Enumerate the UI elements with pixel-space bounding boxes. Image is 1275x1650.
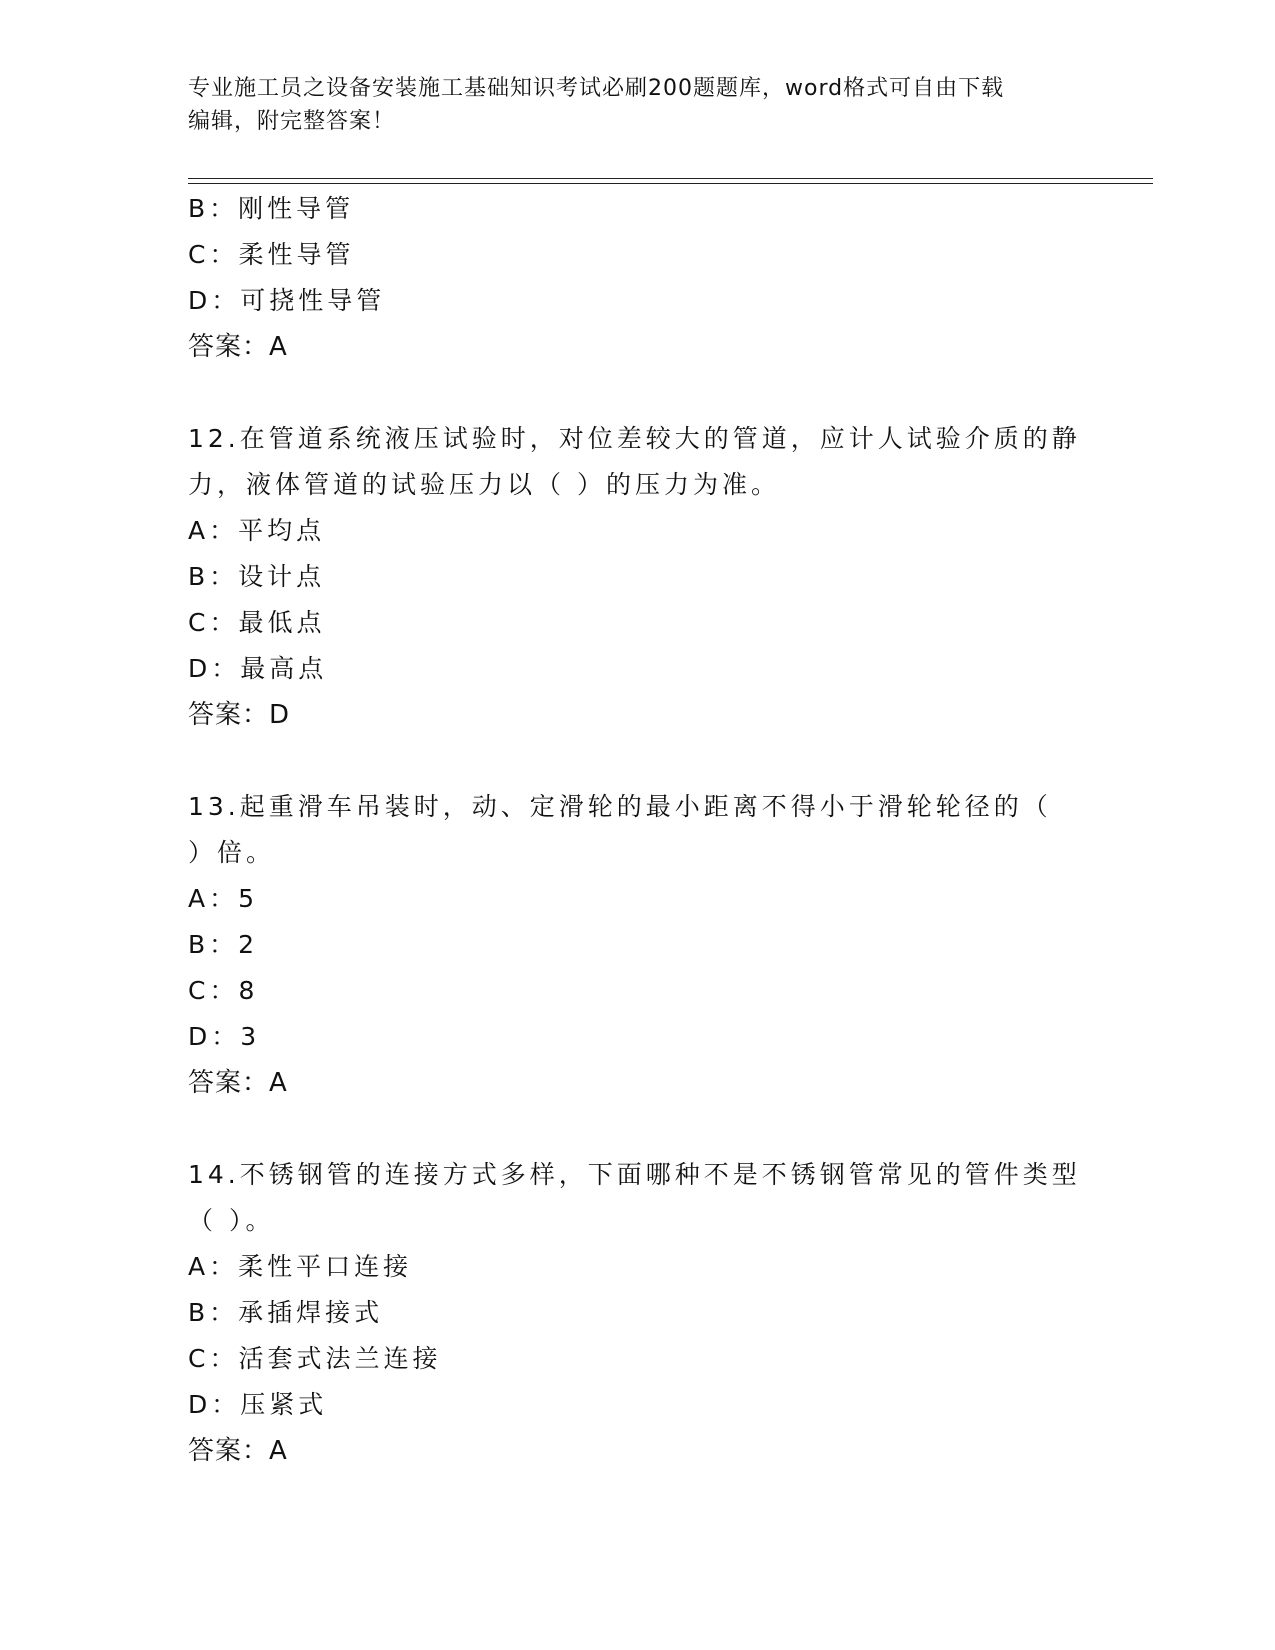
spacer: [188, 738, 1088, 784]
q13-option-d: D：3: [188, 1022, 261, 1051]
q13-answer: 答案：A: [188, 1068, 288, 1098]
q14-stem-line-2: （ ）。: [188, 1206, 275, 1235]
header-divider-top: [188, 178, 1153, 179]
q14-answer: 答案：A: [188, 1436, 288, 1466]
q14-option-a: A：柔性平口连接: [188, 1252, 413, 1281]
q12-answer: 答案：D: [188, 700, 291, 730]
q11-answer: 答案：A: [188, 332, 288, 362]
header-divider-bottom: [188, 183, 1153, 184]
q14-option-b: B：承插焊接式: [188, 1298, 384, 1327]
q13-stem-line-1: 13.起重滑车吊装时，动、定滑轮的最小距离不得小于滑轮轮径的（: [188, 792, 1052, 821]
q12-option-d: D：最高点: [188, 654, 328, 683]
q14-option-c: C：活套式法兰连接: [188, 1344, 442, 1373]
q12-option-b: B：设计点: [188, 562, 326, 591]
q11-option-b: B：刚性导管: [188, 194, 355, 223]
question-11-tail: [188, 186, 1088, 370]
q12-stem-line-1: 12.在管道系统液压试验时，对位差较大的管道，应计人试验介质的静: [188, 424, 1081, 453]
header-line-2: 编辑，附完整答案！: [188, 109, 396, 134]
question-13: [188, 784, 1088, 1106]
q11-option-d: D：可挠性导管: [188, 286, 386, 315]
q14-stem-line-1: 14.不锈钢管的连接方式多样，下面哪种不是不锈钢管常见的管件类型: [188, 1160, 1081, 1189]
q12-stem-line-2: 力，液体管道的试验压力以（ ）的压力为准。: [188, 470, 780, 499]
q12-option-a: A：平均点: [188, 516, 326, 545]
q14-option-d: D：压紧式: [188, 1390, 328, 1419]
q12-option-c: C：最低点: [188, 608, 326, 637]
header-line-1: 专业施工员之设备安装施工基础知识考试必刷200题题库，word格式可自由下载: [188, 76, 1005, 101]
q13-option-a: A：5: [188, 884, 259, 913]
document-body: [188, 186, 1088, 1474]
q13-option-b: B：2: [188, 930, 259, 959]
spacer: [188, 370, 1088, 416]
q11-option-c: C：柔性导管: [188, 240, 355, 269]
spacer: [188, 1106, 1088, 1152]
q13-option-c: C：8: [188, 976, 259, 1005]
document-header: [188, 72, 1088, 138]
question-12: [188, 416, 1088, 738]
question-14: [188, 1152, 1088, 1474]
q13-stem-line-2: ）倍。: [188, 838, 276, 867]
